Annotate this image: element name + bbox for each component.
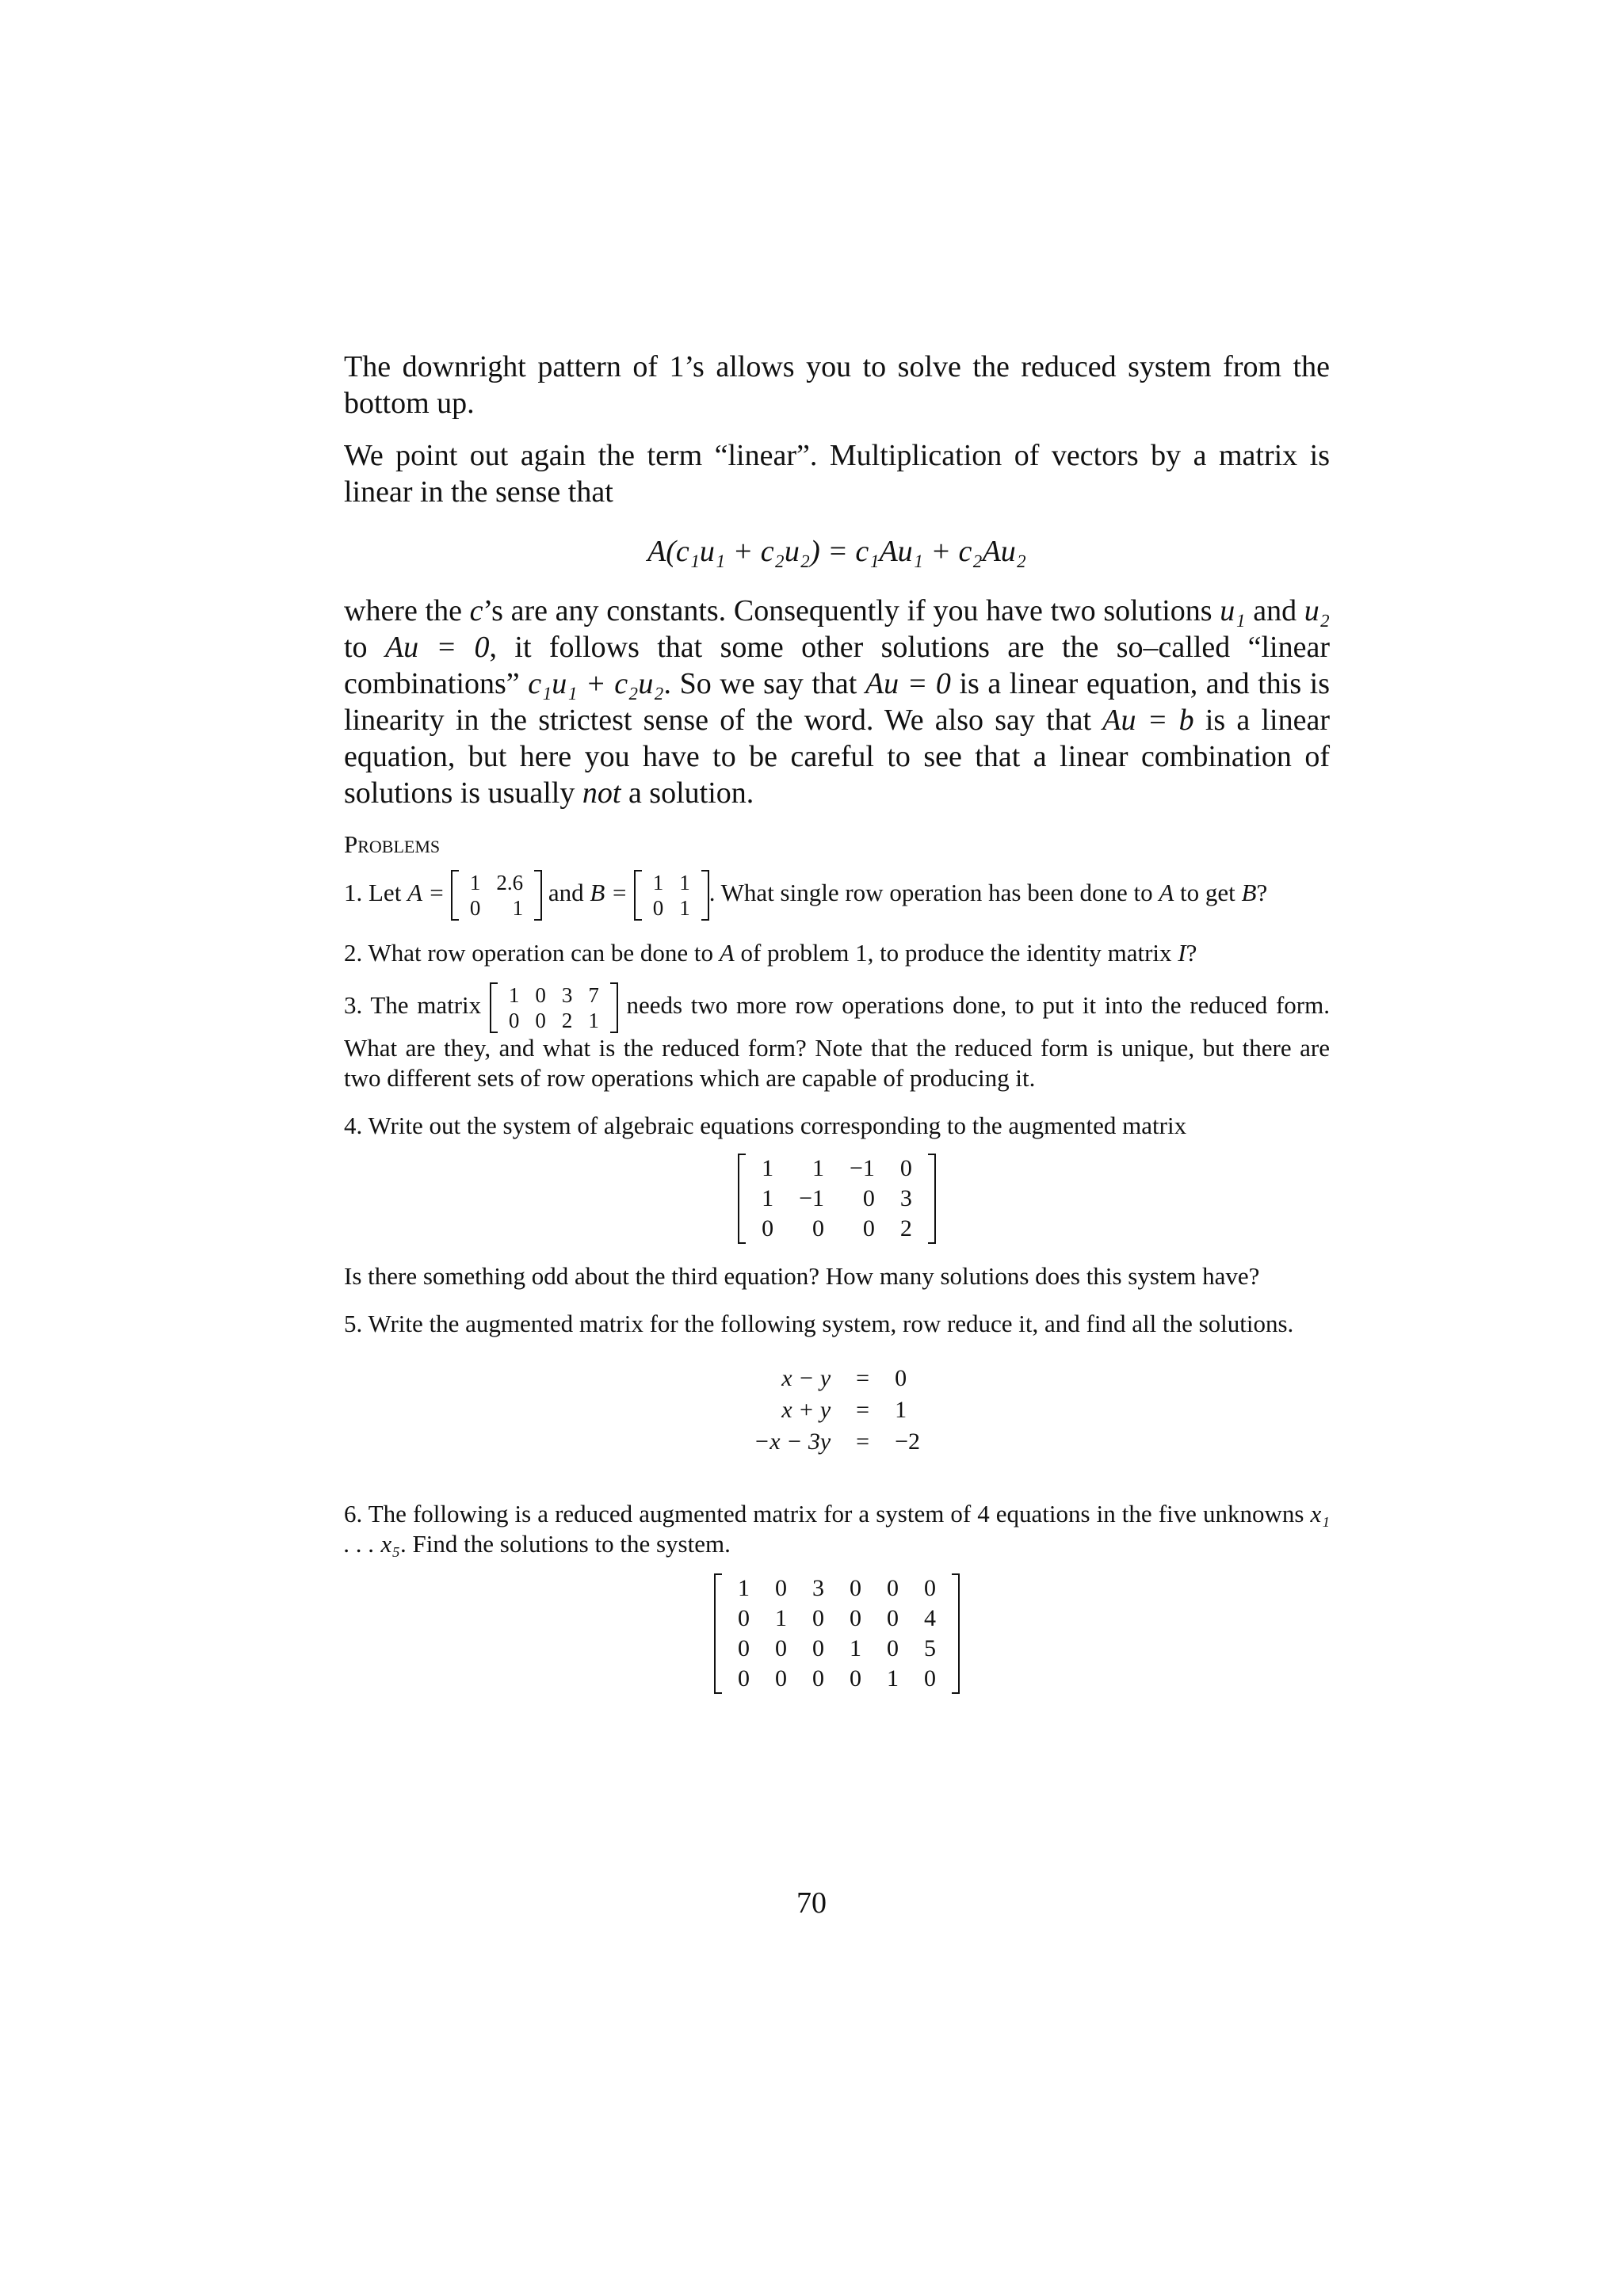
- problem-4-question: Is there something odd about the third equation? How many solutions does this system have?: [344, 1262, 1260, 1290]
- paragraph-linear-term: We point out again the term “linear”. Multiplication of vectors by a matrix is linear in the sense that: [344, 439, 1330, 509]
- problem-4: 4. Write out the system of algebraic equations corresponding to the augmented matrix: [344, 1112, 1187, 1139]
- equation-rhs: 0: [895, 1365, 907, 1391]
- linearity-equation: A(c₁u₁ + c₂u₂) = c₁Au₁ + c₂Au₂: [647, 535, 1027, 568]
- equation-lhs: x − y: [781, 1365, 831, 1391]
- equation-rel: =: [856, 1365, 870, 1391]
- matrix-row: [725, 1634, 949, 1664]
- matrix-cell: 0: [924, 1575, 936, 1601]
- matrix-row: [645, 870, 698, 895]
- matrix-cell: 4: [924, 1605, 936, 1631]
- matrix-cell: −1: [850, 1155, 875, 1181]
- problem-3: 3. The matrix 1 0 3 7 0 0 2 1 needs two more row operations done, to put it into the reduced form. What are they, and what is the reduced form? Note that the reduced form is unique, but there are two different sets of row operations which are capable of producing it.: [344, 983, 1330, 1092]
- matrix-cell: 0: [469, 896, 481, 920]
- matrix-problem-3: [490, 982, 618, 1033]
- matrix-grid: [725, 1573, 949, 1694]
- matrix-cell: 1: [469, 871, 481, 894]
- equation-rel: =: [856, 1428, 870, 1455]
- left-bracket: [738, 1154, 746, 1244]
- matrix-grid: [645, 870, 698, 921]
- matrix-row: [645, 895, 698, 921]
- matrix-row: [749, 1184, 925, 1214]
- equation-lhs: x + y: [781, 1397, 831, 1423]
- matrix-cell: 0: [738, 1665, 750, 1691]
- matrix-grid: [462, 870, 531, 921]
- matrix-cell: 0: [508, 1009, 520, 1032]
- matrix-cell: 1: [762, 1185, 774, 1211]
- matrix-cell: 1: [738, 1575, 750, 1601]
- problem-5: 5. Write the augmented matrix for the following system, row reduce it, and find all the solutions.: [344, 1310, 1294, 1337]
- matrix-cell: 0: [775, 1665, 787, 1691]
- matrix-row: [749, 1214, 925, 1244]
- matrix-cell: 0: [850, 1605, 861, 1631]
- left-bracket: [451, 870, 459, 921]
- matrix-cell: 0: [812, 1665, 824, 1691]
- matrix-cell: 2: [561, 1009, 573, 1032]
- matrix-cell: 0: [812, 1215, 824, 1241]
- matrix-cell: 0: [924, 1665, 936, 1691]
- matrix-cell: 0: [738, 1635, 750, 1661]
- matrix-cell: 0: [775, 1635, 787, 1661]
- matrix-cell: 0: [850, 1575, 861, 1601]
- equation-row: [741, 1363, 933, 1394]
- matrix-cell: 2.6: [496, 871, 524, 894]
- equation-system: [741, 1363, 933, 1458]
- page-number: 70: [796, 1886, 827, 1920]
- matrix-cell: −1: [799, 1185, 824, 1211]
- equation-row: [741, 1394, 933, 1426]
- matrix-cell: 5: [924, 1635, 936, 1661]
- left-bracket: [490, 982, 498, 1033]
- matrix-problem-6-wrap: [344, 1573, 1330, 1694]
- problem-1: 1. Let A = 1 2.6 0 1 and B = 1 1 0 1 . What single row operation has been done to A to get B?: [344, 871, 1268, 920]
- right-bracket: [701, 870, 709, 921]
- matrix-cell: 0: [862, 1215, 875, 1241]
- matrix-problem-6: [714, 1573, 960, 1694]
- matrix-cell: 2: [899, 1215, 912, 1241]
- equation-lhs: −x − 3y: [754, 1428, 831, 1455]
- matrix-grid: [749, 1154, 925, 1244]
- matrix-row: [501, 1008, 607, 1033]
- matrix-row: [501, 982, 607, 1008]
- matrix-grid: [501, 982, 607, 1033]
- matrix-cell: 0: [812, 1635, 824, 1661]
- matrix-cell: 1: [850, 1635, 861, 1661]
- matrix-cell: 3: [812, 1575, 824, 1601]
- matrix-problem-4: [738, 1154, 936, 1244]
- left-bracket: [634, 870, 642, 921]
- matrix-cell: 1: [512, 896, 524, 920]
- matrix-cell: 7: [588, 983, 599, 1007]
- matrix-cell: 1: [812, 1155, 824, 1181]
- equation-rhs: −2: [895, 1428, 920, 1455]
- problem-6: 6. The following is a reduced augmented matrix for a system of 4 equations in the five unknowns x₁ . . . x₅. Find the solutions to the system.: [344, 1500, 1330, 1558]
- matrix-cell: 1: [775, 1605, 787, 1631]
- matrix-cell: 1: [508, 983, 520, 1007]
- matrix-problem-4-wrap: [344, 1154, 1330, 1244]
- matrix-a: [451, 870, 542, 921]
- matrix-cell: 0: [887, 1575, 899, 1601]
- matrix-cell: 0: [652, 896, 664, 920]
- matrix-row: [462, 895, 531, 921]
- matrix-cell: 0: [812, 1605, 824, 1631]
- matrix-cell: 0: [738, 1605, 750, 1631]
- matrix-row: [462, 870, 531, 895]
- matrix-row: [725, 1664, 949, 1694]
- matrix-cell: 3: [561, 983, 573, 1007]
- right-bracket: [610, 982, 618, 1033]
- matrix-cell: 1: [762, 1155, 774, 1181]
- matrix-row: [725, 1573, 949, 1604]
- matrix-row: [725, 1604, 949, 1634]
- equation-rhs: 1: [895, 1397, 907, 1423]
- problem-2: 2. What row operation can be done to A of problem 1, to produce the identity matrix I?: [344, 939, 1197, 967]
- matrix-cell: 1: [679, 896, 690, 920]
- matrix-cell: 0: [862, 1185, 875, 1211]
- matrix-row: [749, 1154, 925, 1184]
- right-bracket: [534, 870, 542, 921]
- right-bracket: [952, 1573, 960, 1694]
- matrix-cell: 0: [535, 1009, 546, 1032]
- equation-row: [741, 1426, 933, 1458]
- left-bracket: [714, 1573, 722, 1694]
- matrix-b: [634, 870, 709, 921]
- right-bracket: [928, 1154, 936, 1244]
- matrix-cell: 0: [535, 983, 546, 1007]
- matrix-cell: 0: [775, 1575, 787, 1601]
- matrix-cell: 0: [850, 1665, 861, 1691]
- equation-rel: =: [856, 1397, 870, 1423]
- matrix-cell: 0: [887, 1635, 899, 1661]
- matrix-cell: 1: [652, 871, 664, 894]
- matrix-cell: 0: [762, 1215, 774, 1241]
- page-body: [344, 349, 1330, 1694]
- matrix-cell: 3: [899, 1185, 912, 1211]
- matrix-cell: 1: [588, 1009, 599, 1032]
- matrix-cell: 1: [887, 1665, 899, 1691]
- problems-heading: Problems: [344, 830, 441, 858]
- matrix-cell: 0: [887, 1605, 899, 1631]
- matrix-cell: 0: [899, 1155, 912, 1181]
- matrix-cell: 1: [679, 871, 690, 894]
- paragraph-linear-combinations: where the c’s are any constants. Consequently if you have two solutions u₁ and u₂ to Au = 0, it follows that some other solutions are the so–called “linear combinations” c₁u₁ + c₂u₂. So we say that Au = 0 is a linear equation, and this is linearity in the strictest sense of the word. We also say that Au = b is a linear equation, but here you have to be careful to see that a linear combination of solutions is usually not a solution.: [344, 594, 1331, 810]
- paragraph-downright-pattern: The downright pattern of 1’s allows you to solve the reduced system from the bottom up.: [344, 350, 1330, 420]
